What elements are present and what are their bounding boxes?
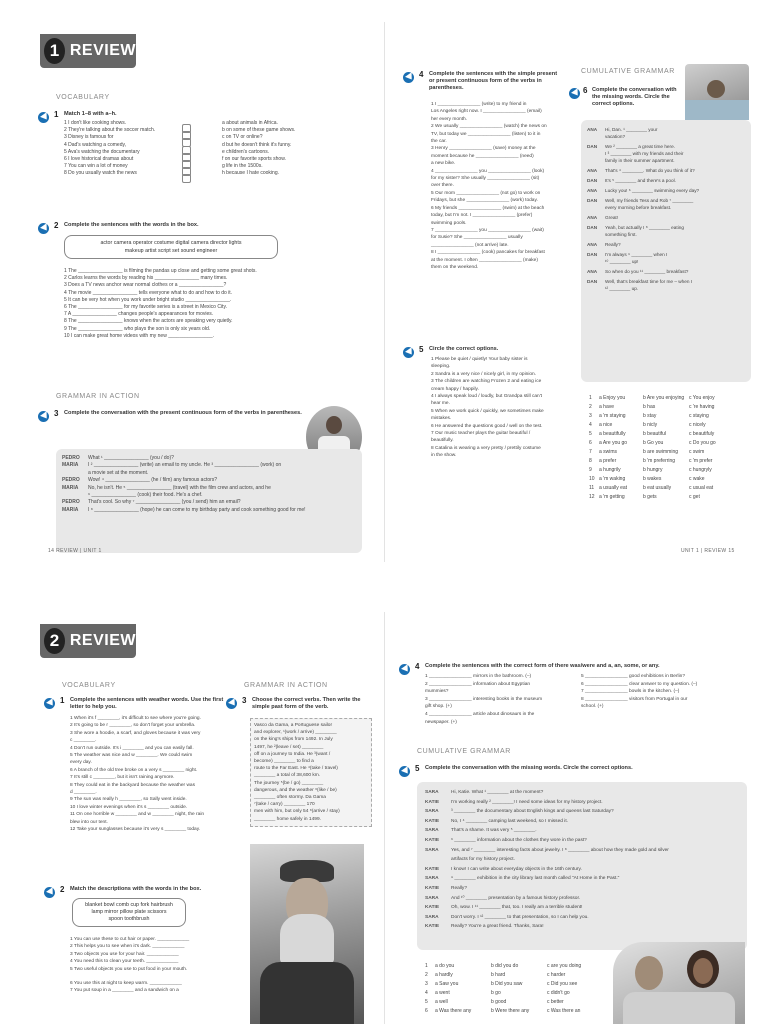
swimmer-photo — [685, 64, 749, 120]
exercise-number: 1 — [60, 696, 65, 705]
options-list: 1 Please be quiet / quietly! Your baby sister is sleeping. 2 Sandra is a very nice / nicely girl, in my opinion. 3 The children are watching Frozen 2 and eating ice cream happy / happily. 4 I always speak loud / loudly, but Grandpa still can't hear me. 5 When we work quick / quickly, we sometimes make mistakes. 6 He answered the questions good / well on the test. 7 Our music teacher plays the guitar beautiful / beautifully. 8 Catalina is wearing a very pretty / prettily costume in the show. — [431, 357, 544, 459]
unit2-right-page — [384, 612, 768, 1024]
grammar-heading: GRAMMAR IN ACTION — [244, 682, 328, 689]
conversation: SARA Hi, Katie. What ¹ ________ at the moment? KATIE I'm working really ² ________! I need some ideas for my history project. SARA ³ ________ the documentary about English kings and queens last Saturday? KATIE No, I ⁴ ________ camping last weekend, so I missed it. SARA That's a shame. It was very ⁵ ________. KATIE ⁶ ________ information about the clothes they wore in the past? SARA Yes, and ⁷ ________ interesting facts about jewelry. I ⁸ ________ about how they made gold and silver artifacts for my history project. KATIE I know! I can write about everyday objects in the 16th century. SARA ⁹ ________ exhibition in the city library last month called "At Home in the Past." KATIE Really? SARA And ¹⁰ ________ presentation by a famous history professor. KATIE Oh, wow. I ¹¹ ________ that, too. I really am a terrible student! SARA Don't worry. I ¹² ________ to that presentation, so I can help you. KATIE Really? You're a great friend. Thanks, Sara! — [425, 790, 669, 930]
list-item: 2 Carlos learns the words by reading his ________________ many times. — [64, 275, 228, 282]
speaker: PEDRO — [62, 477, 80, 484]
vocabulary-heading: VOCABULARY — [62, 682, 116, 689]
exercise-instruction: Complete the conversation with the missing words. Circle the correct options. — [592, 87, 677, 107]
sentence-list: 1 When it's f ________, it's difficult to see where you're going. 2 It's going to be r ________, so don't forget your umbrella. 3 She wore a hoodie, a scarf, and gloves because it was very c ________. 4 Don't run outside. It's i ________ and you can easily fall. 5 The weather was nice and w ________. We could swim every day. 6 A branch of the old tree broke on a very s ________ night. 7 It's still c ________, but it isn't raining anymore. 8 They could eat in the backyard because the weather was d ________. 9 The sun was really h ________, so Sally went inside. 10 I love winter evenings when it's s ________ outside. 11 On one horrible w ________ and w ________ night, the rain blew into our tent. 12 Take your sunglasses because it's very s ________ today. — [70, 716, 205, 833]
exercise-number: 2 — [60, 885, 65, 894]
exercise-number: 5 — [415, 764, 420, 773]
list-item: b on some of these game shows. — [222, 127, 296, 134]
cursor-icon — [569, 88, 580, 99]
exercise-number: 1 — [54, 110, 59, 119]
word-box-line: actor camera operator costume digital camera director lights — [100, 240, 242, 246]
exercise-instruction: Match the descriptions with the words in the box. — [70, 886, 202, 892]
exercise-instruction: Complete the sentences with weather words. Use the first letter to help you. — [70, 697, 224, 710]
vocabulary-heading: VOCABULARY — [56, 94, 110, 101]
answer-choices: 1 a do you b did you do c are you doing 2 a hardly b hard c harder 3 a Saw you b Did you saw c Did you see 4 a went b go c didn't go 5 a well b good c better 6 a Was there any b Were there any c Was there an — [425, 963, 582, 1014]
exercise-instruction: Choose the correct verbs. Then write the simple past form of the verb. — [252, 697, 361, 710]
review-label: REVIEW — [69, 42, 136, 59]
list-item: 7 A ________________ changes people's appearances for movies. — [64, 311, 214, 318]
exercise-instruction: Complete the conversation with the missing words. Circle the correct options. — [425, 765, 633, 771]
line: No, he isn't. He ⁵ ________________ (travel) with the film crew and actors, and he — [88, 484, 271, 491]
exercise-instruction: Complete the sentences with the correct form of there was/were and a, an, some, or any. — [425, 663, 660, 669]
word-box — [64, 235, 278, 259]
line: a movie set at the moment. — [88, 469, 149, 476]
cursor-icon — [399, 664, 410, 675]
list-item: 6 I love historical dramas about — [64, 156, 134, 163]
exercise-number: 3 — [54, 409, 59, 418]
exercise-instruction: Match 1–8 with a–h. — [64, 111, 117, 117]
list-item: 1 The ________________ is filming the pandas up close and getting some great shots. — [64, 268, 257, 274]
match-left-list — [64, 120, 182, 178]
match-right-list — [222, 120, 362, 178]
cursor-icon — [44, 698, 55, 709]
list-item: 1 I don't like cooking shows. — [64, 120, 127, 126]
line: ⁶ ________________ (cook) their food. He's a chef. — [88, 492, 203, 499]
review-label: REVIEW — [69, 632, 136, 649]
cursor-icon — [44, 887, 55, 898]
line: I ² ________________ (write) an email to my uncle. He ³ ________________ (work) on — [88, 462, 282, 469]
conversation — [62, 455, 358, 514]
sentence-list — [64, 268, 354, 340]
sentence-list: 1 I ________________ (write) to my friend in Los Angeles right now. I ________________ (email) her every month. 2 We usually ________________ (watch) the news on TV, but today we ________________ (listen) to it in the car. 3 Henry ________________ (save) money at the moment because he ________________ (need) a new bike. 4 ________________ you ________________ (look) for my sister? She usually ________________ (sit) over there. 5 Our mom ________________ (not go) to work on Fridays, but she ________________ (work) today. 6 My friends ________________ (swim) at the beach today, but I'm not. I ________________ (prefer) swimming pools. 7 ________________ you ________________ (wait) for Susie? She ________________ usually ________________ (not arrive) late. 8 I ________________ (cook) pancakes for breakfast at the moment. I often ________________ (make) them on the weekend. — [431, 102, 547, 270]
list-item: d but he doesn't think it's funny. — [222, 141, 292, 148]
word-box: blanket bowl comb cup fork hairbrush lamp mirror pillow plate scissors spoon toothbrush — [72, 898, 186, 927]
speaker: PEDRO — [62, 499, 80, 506]
list-item: 2 They're talking about the soccer match. — [64, 127, 156, 134]
cursor-icon — [403, 72, 414, 83]
list-item: a about animals in Africa. — [222, 120, 278, 126]
line: That's cool. So why ⁷ ________________ (you / send) him an email? — [88, 499, 241, 506]
list-item: 4 Dad's watching a comedy, — [64, 141, 127, 148]
speaker — [62, 492, 88, 499]
list-item: 3 Does a TV news anchor wear normal clothes or a ________________? — [64, 282, 227, 289]
answer-boxes — [182, 120, 191, 178]
unit1-left-page — [0, 22, 384, 562]
answer-choices: 1 a Enjoy you b Are you enjoying c You enjoy 2 a have b has c 're having 3 a 'm staying b stay c staying 4 a nice b nicly c nicely 5 a beautifully b beautiful c beautifuly 6 a Are you go b Go you c Do you go 7 a swims b are swimming c swim 8 a prefer b 'm preferring c 'm prefer 9 a hungrily b hungry c hungryly 10 a 'm waking b wakes c wake 11 a usually eat b eat usually c usual eat 12 a 'm getting b gets c get — [589, 395, 716, 500]
list-item: 8 The ________________ knows when the actors are speaking very quietly. — [64, 318, 233, 325]
list-item: 10 I can make great home videos with my new ________________. — [64, 332, 215, 339]
list-item: 3 Disney is famous for — [64, 134, 114, 141]
list-item: c on TV or online? — [222, 134, 263, 141]
word-box-line: makeup artist script set sound engineer — [124, 248, 218, 254]
line: Wow! ⁴ ________________ (he / film) any famous actors? — [88, 477, 218, 484]
exercise-number: 5 — [419, 345, 424, 354]
exercise-instruction: Circle the correct options. — [429, 346, 499, 352]
grammar-heading: GRAMMAR IN ACTION — [56, 393, 140, 400]
conversation: ANA Hi, Dan. ¹ ________ your vacation? DAN We ² ________ a great time here. I ³ ________ with my friends and their family in their summer apartment. ANA That's ⁴ ________. What do you think of it? DAN It's ⁵ ________ and there's a pool. ANA Lucky you! ⁶ ________ swimming every day? DAN Well, my friends Tess and Rob ⁷ ________ every morning before breakfast. ANA Great! DAN Yeah, but actually I ⁸ ________ eating something first. ANA Really? DAN I'm always ⁹ ________ when I ¹⁰ ________ up! ANA So when do you ¹¹ ________ breakfast? DAN Well, that's breakfast time for me – when I ¹² ________ up. — [587, 127, 700, 291]
exercise-number: 4 — [419, 70, 424, 79]
speaker: PEDRO — [62, 455, 80, 461]
list-item: 7 You can win a lot of money — [64, 163, 128, 170]
list-item: g life in the 1500s. — [222, 163, 263, 170]
exercise-instruction: Complete the sentences with the words in the box. — [64, 222, 199, 228]
text-passage: Vasco da Gama, a Portuguese sailor and explorer, ¹(work / arrive) ________ on the king's ships from 1492. In July 1497, he ²(leave / set) ________ off on a journey to India. He ³(want / become) ________ to find a route to the Far East. He ⁴(take / travel) ________ a total of 38,600 km. The journey ⁵(be / go) ________ dangerous, and the weather ⁶(like / be) ________ often stormy. Da Gama ⁷(take / carry) ________ 170 men with him, but only 54 ⁸(arrive / stay) ________ home safely in 1499. — [250, 718, 372, 827]
exercise-number: 3 — [242, 696, 247, 705]
list-item: e children's cartoons. — [222, 148, 270, 155]
line: What ¹ ________________ (you / do)? — [88, 455, 174, 461]
cursor-icon — [38, 112, 49, 123]
sentence-list: 1 You can use these to cut hair or paper. ____________ 2 This helps you to see when it's dark. ____________ 3 Two objects you use for your hair. ____________ 4 You need this to clean your teeth. ____________ 5 Two useful objects you use to put food in your mouth. 6 You use this at night to keep warm. ____________ 7 You put soup in a ________ and a sandwich on a — [70, 937, 190, 994]
sentence-list: 1 ________________ mirrors in the bathroom. (–) 2 ________________ information about Egyptian mummies? 3 ________________ interesting books in the museum gift shop. (+) 4 ________________ article about dinosaurs in the newspaper. (+) — [425, 674, 543, 725]
answer-box[interactable] — [182, 174, 191, 183]
exercise-number: 2 — [54, 221, 59, 230]
cursor-icon — [399, 766, 410, 777]
list-item: 5 It can be very hot when you work under bright studio ________________. — [64, 296, 232, 303]
exercise-instruction: Complete the conversation with the present continuous form of the verbs in parentheses. — [64, 410, 302, 416]
page-footer: 14 REVIEW | UNIT 1 — [48, 548, 102, 554]
review-number: 2 — [44, 628, 65, 654]
exercise-instruction: Complete the sentences with the simple present or present continuous form of the verbs in parentheses. — [429, 71, 558, 91]
cursor-icon — [38, 411, 49, 422]
explorer-portrait — [250, 844, 364, 1024]
cumulative-heading: CUMULATIVE GRAMMAR — [417, 748, 511, 755]
cumulative-heading: CUMULATIVE GRAMMAR — [581, 68, 675, 75]
line: I ⁸ ________________ (hope) he can come to my birthday party and cook something good for me! — [88, 506, 306, 513]
exercise-number: 4 — [415, 662, 420, 671]
sentence-list: 5 ________________ good exhibitions in Berlin? 6 ________________ clear answer to my question. (–) 7 ________________ bowls in the kitchen. (–) 8 ________________ visitors from Portugal in our school. (+) — [581, 674, 698, 710]
page-footer: UNIT 1 | REVIEW 15 — [681, 548, 735, 554]
speaker — [62, 470, 88, 477]
list-item: 6 The ________________ for my favorite series is a street in Mexico City. — [64, 304, 227, 311]
review-tab — [40, 34, 136, 68]
speaker: MARIA — [62, 506, 79, 513]
list-item: 8 Do you usually watch the news — [64, 170, 137, 177]
speaker: MARIA — [62, 484, 79, 491]
review-tab — [40, 624, 136, 658]
unit2-left-page — [0, 612, 384, 1024]
students-photo — [613, 942, 745, 1024]
cursor-icon — [38, 223, 49, 234]
list-item: 9 The ________________ who plays the son is only six years old. — [64, 325, 211, 332]
exercise-number: 6 — [583, 86, 588, 95]
cursor-icon — [226, 698, 237, 709]
list-item: h because I hate cooking. — [222, 170, 279, 177]
list-item: 5 Ava's watching the documentary — [64, 148, 140, 155]
list-item: f on our favorite sports show. — [222, 156, 286, 163]
speaker: MARIA — [62, 462, 79, 469]
review-number: 1 — [44, 38, 65, 64]
list-item: 4 The movie ________________ tells everyone what to do and how to do it. — [64, 289, 233, 296]
unit1-right-page — [384, 22, 768, 562]
page-gap — [0, 562, 768, 612]
cursor-icon — [403, 347, 414, 358]
